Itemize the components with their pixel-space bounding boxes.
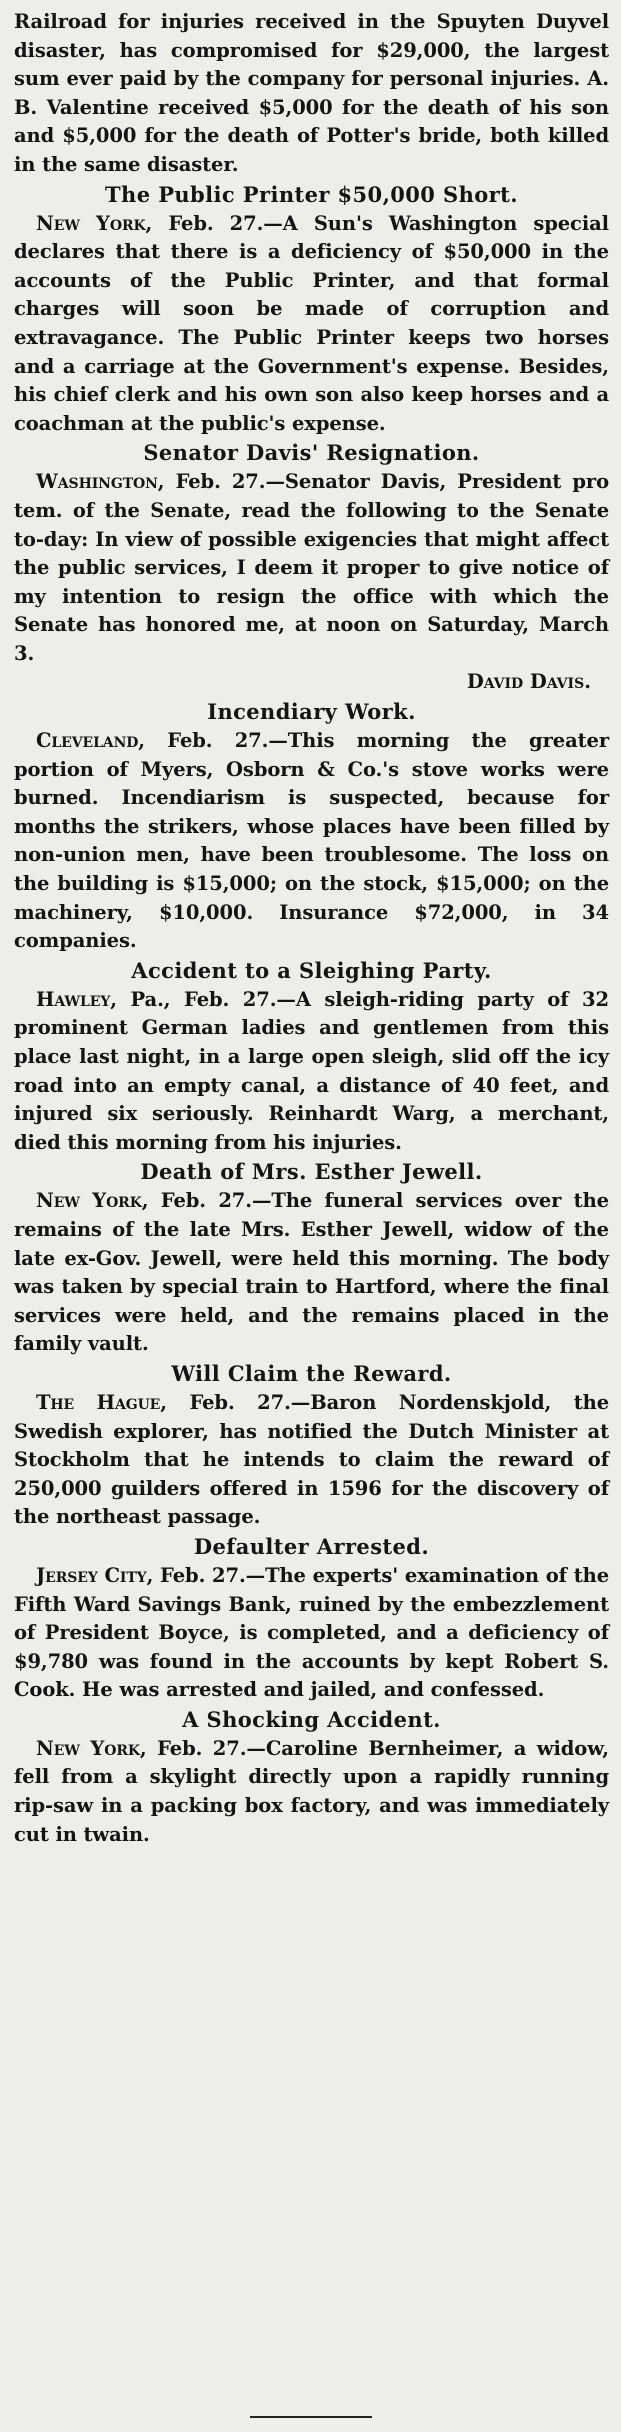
article-8-paragraph: [14, 1562, 609, 1705]
article-9-headline: A Shocking Accident.: [182, 1706, 441, 1732]
article-5-dateline: Hawley,: [36, 987, 117, 1011]
article-4-headline: Incendiary Work.: [207, 699, 416, 725]
article-9-body: Feb. 27.—Caroline Bernheimer, a widow, fell from a skylight directly upon a rapidly running rip-saw in a packing box factory, and was immediately cut in twain.: [14, 1736, 609, 1846]
article-2-headline: The Public Printer $50,000 Short.: [105, 181, 518, 207]
article-7-headline: Will Claim the Reward.: [171, 1360, 452, 1386]
article-3-headline: Senator Davis' Resignation.: [143, 440, 480, 466]
article-9-dateline: New York,: [36, 1736, 147, 1760]
article-6-dateline: New York,: [36, 1189, 149, 1213]
article-6-headline: Death of Mrs. Esther Jewell.: [140, 1159, 483, 1185]
article-1-body: Railroad for injuries received in the Spuyten Duyvel disaster, has compromised for $29,000, the largest sum ever paid by the company for personal injuries. A. B. Valentine received $5,000 for the death of his son and $5,000 for the death of Potter's bride, both killed in the same disaster.: [14, 10, 609, 176]
article-9-paragraph: [14, 1735, 609, 1849]
article-1-paragraph: [14, 8, 609, 180]
article-4-body: Feb. 27.—This morning the greater portion of Myers, Osborn & Co.'s stove works were burned. Incendiarism is suspected, because for months the strikers, whose places have been filled by non-union men, have been troublesome. The loss on the building is $15,000; on the stock, $15,000; on the machinery, $10,000. Insurance $72,000, in 34 companies.: [14, 729, 609, 953]
article-8-headline: Defaulter Arrested.: [193, 1533, 430, 1559]
article-7-body: Feb. 27.—Baron Nordenskjold, the Swedish explorer, has notified the Dutch Minister at Stockholm that he intends to claim the reward of 250,000 guilders offered in 1596 for the discovery of the northeast passage.: [14, 1390, 609, 1529]
article-3-body: Feb. 27.—Senator Davis, President pro tem. of the Senate, read the following to the Senate to-day: In view of possible exigencies that might affect the public services, I deem it proper to give notice of my intention to resign the office with which the Senate has honored me, at noon on Saturday, March 3.: [14, 470, 609, 665]
column-end-rule: [250, 2416, 372, 2418]
article-3-paragraph: [14, 468, 609, 668]
article-8-body: Feb. 27.—The experts' examination of the Fifth Ward Savings Bank, ruined by the embezzlement of President Boyce, is completed, and a deficiency of $9,780 was found in the accounts by kept Robert S. Cook. He was arrested and jailed, and confessed.: [14, 1563, 609, 1702]
article-2-body: Feb. 27.—A Sun's Washington special declares that there is a deficiency of $50,000 in the accounts of the Public Printer, and that formal charges will soon be made of corruption and extravagance. The Public Printer keeps two horses and a carriage at the Government's expense. Besides, his chief clerk and his own son also keep horses and a coachman at the public's expense.: [14, 211, 609, 435]
article-4-paragraph: [14, 727, 609, 956]
article-5-headline: Accident to a Sleighing Party.: [131, 957, 492, 983]
article-3-signature: David Davis.: [466, 670, 591, 694]
article-2-dateline: New York,: [36, 211, 153, 235]
article-7-dateline: The Hague,: [36, 1390, 167, 1414]
article-5-paragraph: [14, 986, 609, 1158]
article-4-dateline: Cleveland,: [36, 729, 146, 753]
article-5-body: Pa., Feb. 27.—A sleigh-riding party of 32 prominent German ladies and gentlemen from this place last night, in a large open sleigh, slid off the icy road into an empty canal, a distance of 40 feet, and injured six seriously. Reinhardt Warg, a merchant, died this morning from his injuries.: [14, 987, 609, 1154]
article-6-body: Feb. 27.—The funeral services over the remains of the late Mrs. Esther Jewell, widow of the late ex-Gov. Jewell, were held this morning. The body was taken by special train to Hartford, where the final services were held, and the remains placed in the family vault.: [14, 1189, 609, 1356]
article-6-paragraph: [14, 1187, 609, 1359]
article-2-paragraph: [14, 210, 609, 439]
article-8-dateline: Jersey City,: [36, 1563, 154, 1587]
article-7-paragraph: [14, 1389, 609, 1532]
article-3-dateline: Washington,: [36, 470, 165, 494]
